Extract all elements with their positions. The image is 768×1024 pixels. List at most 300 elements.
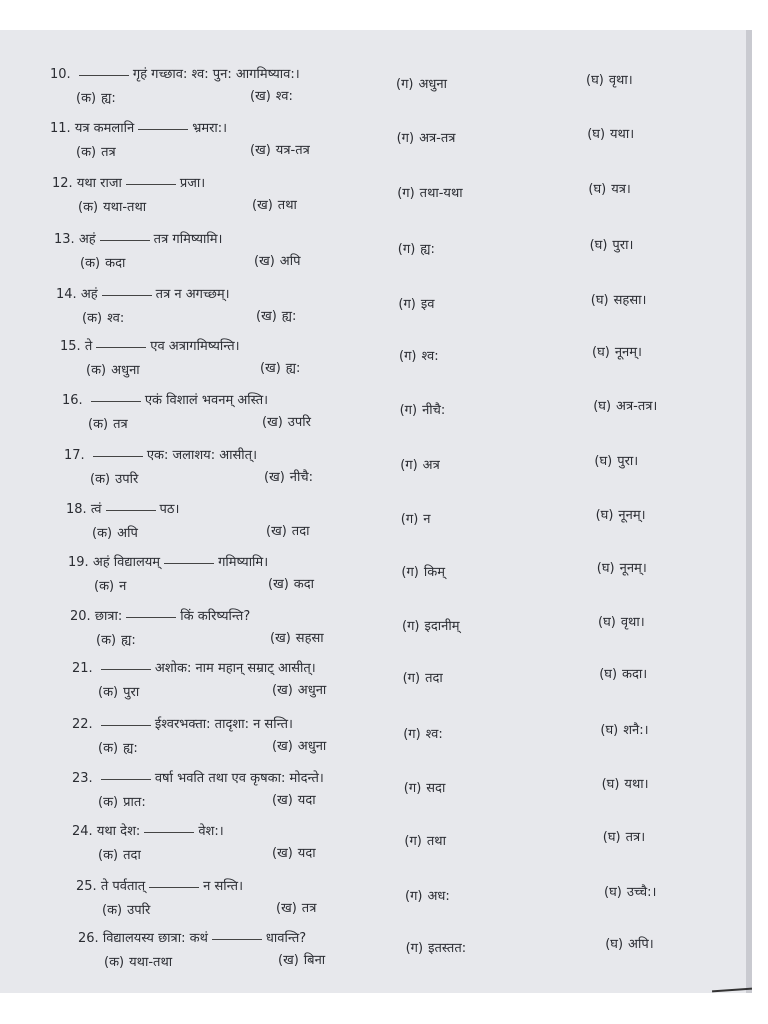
question-row <box>0 173 752 229</box>
question-row <box>0 821 752 877</box>
option-ga <box>406 938 467 956</box>
option-ka <box>90 469 138 487</box>
fill-blank <box>126 616 176 618</box>
option-label: (ख) <box>256 309 277 324</box>
option-label: (क) <box>86 363 107 378</box>
fill-blank <box>96 346 146 348</box>
question-row <box>0 606 752 662</box>
fill-blank <box>101 724 151 726</box>
option-ka <box>98 845 141 863</box>
option-text: तत्र <box>101 145 116 160</box>
option-ka <box>98 792 146 810</box>
question-text <box>72 768 324 786</box>
option-label: (ग) <box>402 671 421 686</box>
option-label: (ख) <box>272 793 293 808</box>
option-text: सहसा। <box>613 293 647 308</box>
option-text: ह्य: <box>121 633 136 648</box>
fill-blank <box>93 455 143 457</box>
question-prefix: त्वं <box>90 502 102 517</box>
option-label: (क) <box>76 145 97 160</box>
option-ga <box>397 183 462 201</box>
option-ka <box>102 900 150 918</box>
question-row <box>0 499 752 555</box>
option-label: (ख) <box>264 470 285 485</box>
option-label: (क) <box>98 741 119 756</box>
option-label: (घ) <box>604 885 622 900</box>
option-ka <box>104 952 172 970</box>
option-label: (ग) <box>396 77 414 92</box>
option-text: श्व: <box>425 727 443 742</box>
question-row <box>0 229 752 285</box>
option-kha <box>272 680 326 698</box>
option-text: अपि <box>279 254 301 269</box>
option-label: (ख) <box>268 577 289 592</box>
option-label: (ग) <box>397 186 415 201</box>
option-gha <box>594 451 638 469</box>
option-label: (ख) <box>254 254 275 269</box>
question-suffix: भ्रमरा:। <box>192 121 228 136</box>
option-text: ह्य: <box>101 91 116 106</box>
question-suffix: गृहं गच्छाव: श्व: पुन: आगमिष्याव:। <box>132 67 300 82</box>
option-label: (घ) <box>594 454 613 469</box>
question-text <box>72 714 293 732</box>
question-text <box>52 173 205 191</box>
option-label: (घ) <box>592 345 610 360</box>
option-text: तथा <box>426 834 446 849</box>
option-text: ह्य: <box>281 309 297 324</box>
option-label: (ग) <box>400 512 419 527</box>
question-row <box>0 714 752 770</box>
option-label: (घ) <box>596 561 615 576</box>
option-ga <box>401 562 445 580</box>
option-text: प्रात: <box>123 795 146 810</box>
option-label: (घ) <box>600 723 619 738</box>
question-prefix: यथा राजा <box>76 176 122 191</box>
question-number: 19. <box>68 555 89 570</box>
option-text: श्व: <box>275 89 293 104</box>
question-number: 11. <box>50 121 71 136</box>
option-label: (घ) <box>599 667 618 682</box>
option-ga <box>398 239 435 257</box>
option-label: (घ) <box>587 127 606 142</box>
fill-blank <box>212 938 262 940</box>
option-ga <box>402 616 459 634</box>
option-label: (ग) <box>401 565 419 580</box>
option-text: न <box>119 579 127 594</box>
option-text: श्व: <box>421 349 439 364</box>
option-kha <box>254 251 300 269</box>
question-text <box>60 336 240 354</box>
option-label: (ग) <box>402 619 420 634</box>
option-kha <box>252 195 297 213</box>
option-gha <box>600 720 648 738</box>
question-text <box>50 118 227 136</box>
option-label: (ख) <box>272 846 293 861</box>
question-suffix: तत्र न अगच्छम्। <box>155 287 230 302</box>
option-gha <box>597 558 647 576</box>
page-edge-shadow <box>746 30 752 993</box>
option-text: यथा। <box>610 127 635 142</box>
option-kha <box>262 412 311 430</box>
option-label: (ग) <box>399 349 417 364</box>
question-number: 20. <box>70 609 91 624</box>
question-prefix: छात्रा: <box>94 609 123 624</box>
question-suffix: गमिष्यामि। <box>218 555 269 570</box>
option-kha <box>268 574 314 592</box>
option-text: नूनम्। <box>619 561 647 576</box>
option-label: (घ) <box>588 182 607 197</box>
option-gha <box>588 179 630 197</box>
question-suffix: एकं विशालं भवनम् अस्ति। <box>144 393 269 408</box>
option-kha <box>256 306 296 324</box>
option-label: (क) <box>90 472 111 487</box>
option-text: उच्चै:। <box>626 885 657 900</box>
option-text: यदा <box>297 846 316 861</box>
option-text: किम् <box>423 565 445 580</box>
option-label: (क) <box>88 417 109 432</box>
option-kha <box>278 950 325 968</box>
question-row <box>0 928 752 984</box>
option-ka <box>86 360 140 378</box>
question-suffix: न सन्ति। <box>203 879 244 894</box>
option-ga <box>403 668 443 686</box>
option-text: यथा-तथा <box>103 200 147 215</box>
question-text <box>62 390 268 408</box>
option-text: नीचै: <box>289 470 313 485</box>
option-ka <box>96 630 136 648</box>
option-text: इदानीम् <box>424 619 460 634</box>
option-kha <box>270 628 324 646</box>
option-label: (क) <box>78 200 99 215</box>
option-label: (ग) <box>405 889 423 904</box>
option-kha <box>272 790 316 808</box>
option-ga <box>396 74 447 92</box>
option-text: अध: <box>427 889 450 904</box>
option-ka <box>92 523 138 541</box>
option-text: तदा <box>425 671 443 686</box>
option-label: (ग) <box>399 403 418 418</box>
option-text: पुरा। <box>617 454 639 469</box>
option-text: ह्य: <box>420 242 435 257</box>
option-text: इव <box>420 297 435 312</box>
option-label: (ख) <box>252 198 273 213</box>
option-label: (क) <box>102 903 123 918</box>
option-label: (क) <box>82 311 103 326</box>
option-text: श्व: <box>107 311 125 326</box>
option-text: यदा <box>297 793 316 808</box>
question-text <box>76 876 243 894</box>
option-label: (ग) <box>400 458 418 473</box>
question-row <box>0 118 752 174</box>
option-kha <box>264 467 313 485</box>
option-ka <box>78 197 146 215</box>
option-gha <box>599 664 647 682</box>
option-label: (ख) <box>250 89 271 104</box>
option-text: अधुना <box>418 77 447 92</box>
option-label: (घ) <box>601 777 620 792</box>
option-text: न <box>423 512 431 527</box>
option-ka <box>82 308 124 326</box>
option-label: (ख) <box>266 524 287 539</box>
question-suffix: अशोक: नाम महान् सम्राट् आसीत्। <box>154 661 316 676</box>
option-label: (क) <box>94 579 115 594</box>
option-label: (घ) <box>589 238 608 253</box>
option-text: यत्र-तत्र <box>275 143 310 158</box>
option-text: अपि। <box>628 937 654 952</box>
option-text: तथा <box>277 198 297 213</box>
option-ka <box>76 88 116 106</box>
option-text: तदा <box>291 524 310 539</box>
option-label: (ख) <box>260 361 281 376</box>
option-gha <box>586 70 633 88</box>
question-text <box>68 552 268 570</box>
question-number: 21. <box>72 661 93 676</box>
option-label: (ग) <box>403 781 422 796</box>
option-text: सदा <box>426 781 446 796</box>
option-label: (ख) <box>272 739 293 754</box>
option-label: (क) <box>98 685 119 700</box>
question-prefix: अहं विद्यालयम् <box>92 555 161 570</box>
option-gha <box>587 124 634 142</box>
option-text: तदा <box>123 848 141 863</box>
question-text <box>72 658 316 676</box>
fill-blank <box>100 239 150 241</box>
option-text: नूनम्। <box>618 508 646 523</box>
option-text: तत्र <box>113 417 128 432</box>
option-label: (क) <box>98 795 119 810</box>
question-text <box>64 445 257 463</box>
question-row <box>0 552 752 608</box>
option-label: (ख) <box>278 953 299 968</box>
option-label: (ख) <box>262 415 283 430</box>
option-ka <box>98 738 138 756</box>
option-kha <box>266 521 309 539</box>
option-gha <box>605 934 653 952</box>
option-text: उपरि <box>287 415 311 430</box>
option-ka <box>88 414 128 432</box>
option-ga <box>404 778 446 796</box>
question-number: 25. <box>76 879 97 894</box>
question-prefix: यथा देश: <box>96 824 141 839</box>
question-suffix: एव अत्रागमिष्यन्ति। <box>150 339 240 354</box>
question-text <box>50 64 300 82</box>
option-label: (घ) <box>605 937 624 952</box>
question-text <box>70 606 250 624</box>
fill-blank <box>101 778 151 780</box>
fill-blank <box>106 509 156 511</box>
question-text <box>54 229 222 247</box>
question-number: 13. <box>54 232 75 247</box>
option-text: अत्र-तत्र <box>419 131 456 146</box>
option-gha <box>602 774 649 792</box>
question-prefix: अहं <box>78 232 96 247</box>
question-row <box>0 658 752 714</box>
option-label: (घ) <box>590 293 609 308</box>
option-text: सहसा <box>295 631 324 646</box>
option-gha <box>604 882 656 900</box>
question-suffix: तत्र गमिष्यामि। <box>153 232 223 247</box>
option-ga <box>400 455 440 473</box>
question-row <box>0 876 752 932</box>
question-prefix: ते पर्वतात् <box>100 879 146 894</box>
option-text: यत्र। <box>611 182 631 197</box>
option-label: (क) <box>96 633 117 648</box>
fill-blank <box>144 831 194 833</box>
option-text: तत्र। <box>625 830 646 845</box>
question-text <box>78 928 306 946</box>
question-suffix: वर्षा भवति तथा एव कृषका: मोदन्ते। <box>154 771 324 786</box>
option-label: (क) <box>92 526 113 541</box>
option-label: (क) <box>98 848 119 863</box>
question-row <box>0 445 752 501</box>
option-ka <box>80 253 125 271</box>
option-text: अपि <box>117 526 138 541</box>
option-gha <box>598 612 645 630</box>
option-kha <box>276 898 316 916</box>
question-number: 26. <box>78 931 99 946</box>
option-label: (क) <box>76 91 97 106</box>
option-text: यथा। <box>624 777 649 792</box>
question-number: 16. <box>62 393 83 408</box>
option-gha <box>603 827 645 845</box>
question-text <box>56 284 230 302</box>
question-number: 18. <box>66 502 87 517</box>
question-suffix: किं करिष्यन्ति? <box>180 609 251 624</box>
question-number: 12. <box>52 176 73 191</box>
option-ga <box>400 400 446 418</box>
option-text: नीचै: <box>422 403 446 418</box>
question-number: 10. <box>50 67 71 82</box>
option-kha <box>272 843 316 861</box>
option-gha <box>596 505 646 523</box>
question-number: 17. <box>64 448 85 463</box>
question-suffix: पठ। <box>159 502 180 517</box>
option-text: वृथा। <box>620 615 645 630</box>
question-number: 24. <box>72 824 93 839</box>
option-text: उपरि <box>127 903 151 918</box>
option-label: (घ) <box>595 508 614 523</box>
question-suffix: ईश्वरभक्ता: तादृशा: न सन्ति। <box>154 717 293 732</box>
option-text: कदा <box>105 256 126 271</box>
question-text <box>72 821 224 839</box>
option-label: (घ) <box>593 399 612 414</box>
option-label: (ख) <box>270 631 291 646</box>
option-ga <box>404 831 446 849</box>
question-prefix: अहं <box>80 287 98 302</box>
option-kha <box>250 86 293 104</box>
option-text: ह्य: <box>285 361 301 376</box>
option-kha <box>260 358 300 376</box>
option-text: तत्र <box>301 901 317 916</box>
question-number: 15. <box>60 339 81 354</box>
option-label: (ग) <box>396 131 415 146</box>
option-label: (घ) <box>602 830 621 845</box>
option-ga <box>399 346 439 364</box>
option-kha <box>250 140 310 158</box>
option-text: उपरि <box>115 472 139 487</box>
question-prefix: यत्र कमलानि <box>74 121 135 136</box>
option-text: ह्य: <box>123 741 138 756</box>
option-kha <box>272 736 326 754</box>
option-label: (घ) <box>598 615 616 630</box>
option-text: पुरा <box>123 685 140 700</box>
option-label: (घ) <box>586 73 604 88</box>
option-text: यथा-तथा <box>129 955 173 970</box>
option-gha <box>593 396 657 414</box>
fill-blank <box>102 294 152 296</box>
option-label: (ग) <box>397 242 416 257</box>
option-text: बिना <box>303 953 326 968</box>
option-text: अत्र <box>422 458 440 473</box>
question-prefix: ते <box>84 339 93 354</box>
fill-blank <box>126 183 176 185</box>
option-text: अत्र-तत्र। <box>616 399 658 414</box>
question-number: 22. <box>72 717 93 732</box>
question-row <box>0 390 752 446</box>
question-row <box>0 284 752 340</box>
question-row <box>0 64 752 120</box>
option-text: कदा। <box>622 667 648 682</box>
question-suffix: धावन्ति? <box>265 931 307 946</box>
option-ga <box>397 128 456 146</box>
option-gha <box>592 342 642 360</box>
option-text: कदा <box>293 577 315 592</box>
option-ga <box>403 724 443 742</box>
option-ka <box>98 682 139 700</box>
fill-blank <box>164 562 214 564</box>
option-ka <box>76 142 116 160</box>
option-ka <box>94 576 126 594</box>
fill-blank <box>101 668 151 670</box>
option-text: तथा-यथा <box>419 186 463 201</box>
option-label: (क) <box>104 955 125 970</box>
worksheet-page <box>0 30 752 993</box>
question-row <box>0 336 752 392</box>
fill-blank <box>149 886 199 888</box>
option-label: (ख) <box>272 683 293 698</box>
option-text: इतस्तत: <box>428 941 467 956</box>
option-ga <box>405 886 450 904</box>
option-text: पुरा। <box>612 238 634 253</box>
question-text <box>66 499 179 517</box>
option-label: (ख) <box>250 143 271 158</box>
option-label: (क) <box>80 256 101 271</box>
option-label: (ग) <box>404 834 422 849</box>
option-ga <box>398 294 434 312</box>
option-gha <box>590 235 634 253</box>
option-label: (ग) <box>405 941 424 956</box>
option-label: (ग) <box>398 297 416 312</box>
option-gha <box>591 290 647 308</box>
option-label: (ख) <box>276 901 297 916</box>
fill-blank <box>79 74 129 76</box>
question-prefix: विद्यालयस्य छात्रा: कथं <box>102 931 208 946</box>
option-text: अधुना <box>297 683 327 698</box>
question-suffix: वेश:। <box>198 824 224 839</box>
question-row <box>0 768 752 824</box>
option-text: शनै:। <box>623 723 649 738</box>
option-ga <box>401 509 431 527</box>
option-text: वृथा। <box>608 73 633 88</box>
question-suffix: एक: जलाशय: आसीत्। <box>146 448 258 463</box>
question-number: 23. <box>72 771 93 786</box>
fill-blank <box>138 128 188 130</box>
option-label: (ग) <box>403 727 421 742</box>
fill-blank <box>91 400 141 402</box>
option-text: नूनम्। <box>614 345 642 360</box>
option-text: अधुना <box>297 739 327 754</box>
question-suffix: प्रजा। <box>179 176 206 191</box>
